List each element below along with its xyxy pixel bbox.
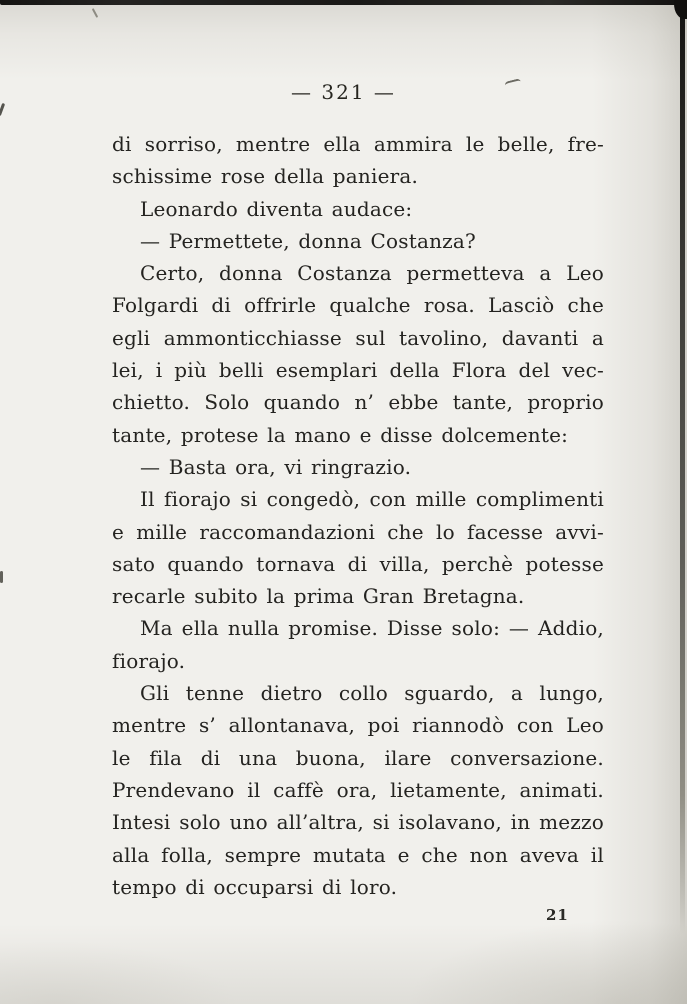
body-line: Intesi solo uno all’altra, si isolavano, in mezzo bbox=[112, 810, 604, 835]
scan-edge-top bbox=[0, 0, 687, 5]
body-line: e mille raccomandazioni che lo facesse avvi- bbox=[112, 519, 604, 544]
body-line: Leonardo diventa audace: bbox=[140, 196, 413, 221]
scan-corner-artifact bbox=[674, 0, 687, 19]
body-line: — Permettete, donna Costanza? bbox=[140, 228, 476, 253]
body-line: egli ammonticchiasse sul tavolino, davanti a bbox=[112, 325, 604, 350]
signature-number: 21 bbox=[546, 906, 569, 924]
body-line: Ma ella nulla promise. Disse solo: — Addio, bbox=[140, 616, 604, 641]
body-line: recarle subito la prima Gran Bretagna. bbox=[112, 584, 525, 609]
body-line: Gli tenne dietro collo sguardo, a lungo, bbox=[140, 681, 604, 706]
body-line: le fila di una buona, ilare conversazione. bbox=[112, 745, 604, 770]
body-line: sato quando tornava di villa, perchè potesse bbox=[112, 551, 604, 576]
body-line: Folgardi di offrirle qualche rosa. Lasciò che bbox=[112, 293, 604, 318]
scan-edge-right bbox=[680, 4, 685, 934]
scan-artifact-left-lower bbox=[0, 571, 3, 583]
body-line: lei, i più belli esemplari della Flora del vec- bbox=[112, 358, 604, 383]
body-line: Il fiorajo si congedò, con mille complimenti bbox=[140, 487, 604, 512]
body-line: tempo di occuparsi di loro. bbox=[112, 874, 398, 899]
body-line: — Basta ora, vi ringrazio. bbox=[140, 454, 412, 479]
body-line: tante, protese la mano e disse dolcemente: bbox=[112, 422, 569, 447]
body-line: Certo, donna Costanza permetteva a Leo bbox=[140, 261, 604, 286]
page-body bbox=[112, 128, 604, 903]
body-line: chietto. Solo quando n’ ebbe tante, proprio bbox=[112, 390, 604, 415]
body-line: di sorriso, mentre ella ammira le belle, fre- bbox=[112, 132, 604, 156]
body-line: schissime rose della paniera. bbox=[112, 164, 419, 189]
page-number-header: — 321 — bbox=[291, 80, 396, 104]
scan-artifact-top-faint bbox=[92, 8, 98, 18]
body-line: alla folla, sempre mutata e che non aveva il bbox=[112, 842, 604, 867]
body-line: fiorajo. bbox=[112, 648, 186, 673]
body-line: Prendevano il caffè ora, lietamente, animati. bbox=[112, 777, 604, 802]
body-line: mentre s’ allontanava, poi riannodò con Leo bbox=[112, 713, 604, 738]
scan-artifact-left-upper bbox=[0, 103, 5, 116]
